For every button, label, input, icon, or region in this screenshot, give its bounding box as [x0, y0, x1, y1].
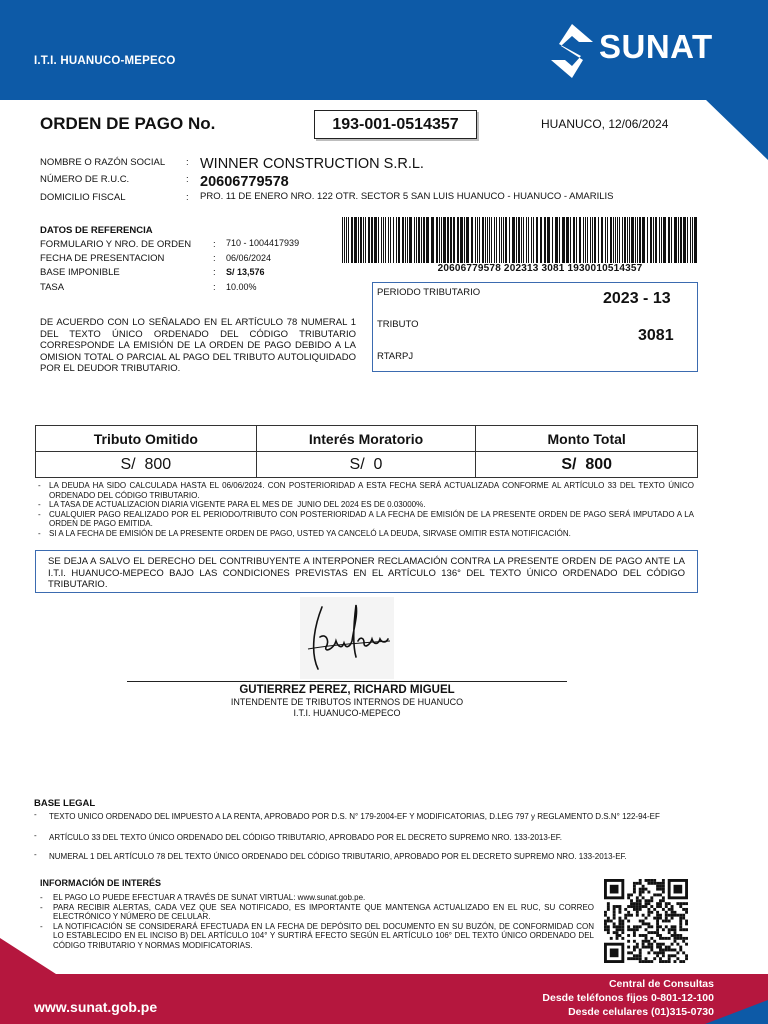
- list-item: - ARTÍCULO 33 DEL TEXTO ÚNICO ORDENADO DEL CÓDIGO TRIBUTARIO, APROBADO POR EL DECRETO SUPREMO NRO. 133-2013-EF.: [34, 833, 698, 845]
- notes-list: [38, 481, 694, 539]
- tax-period-box: [372, 282, 698, 372]
- amounts-table: [35, 425, 698, 478]
- logo-text: SUNAT: [599, 28, 713, 65]
- tribute-value: 3081: [638, 327, 674, 344]
- colon: :: [186, 192, 189, 203]
- list-item: - LA DEUDA HA SIDO CALCULADA HASTA EL 06/06/2024. CON POSTERIORIDAD A ESTA FECHA SERÁ ACTUALIZADA CONFORME AL ARTÍCULO 33 DEL TEXTO ÚNICO ORDENADO DEL CÓDIGO TRIBUTARIO.: [38, 481, 694, 500]
- reference-value: 710 - 1004417939: [226, 238, 300, 248]
- reference-value: 06/06/2024: [226, 253, 272, 263]
- colon: :: [213, 267, 216, 278]
- colon: :: [213, 253, 216, 264]
- base-legal-text: NUMERAL 1 DEL ARTÍCULO 78 DEL TEXTO ÚNICO ORDENADO DEL CÓDIGO TRIBUTARIO, APROBADO POR EL DECRETO SUPREMO NRO. 133-2013-EF.: [49, 852, 627, 861]
- note-text: CUALQUIER PAGO REALIZADO POR EL PERIODO/TRIBUTO CON POSTERIORIDAD A LA FECHA DE EMISIÓN DE LA PRESENTE ORDEN DE PAGO SERÁ IMPUTADO A LA ORDEN DE PAGO EMITIDA.: [49, 509, 694, 529]
- reference-label: FORMULARIO Y NRO. DE ORDEN: [40, 239, 192, 250]
- signatory-office: I.T.I. HUANUCO-MEPECO: [293, 708, 401, 718]
- reference-label: TASA: [40, 282, 65, 293]
- handwritten-signature: [300, 597, 394, 679]
- period-label: PERIODO TRIBUTARIO: [377, 287, 481, 298]
- list-item: - EL PAGO LO PUEDE EFECTUAR A TRAVÉS DE SUNAT VIRTUAL: www.sunat.gob.pe.: [40, 893, 366, 902]
- contact-landline: Desde teléfonos fijos 0-801-12-100: [542, 992, 714, 1004]
- header-interes-moratorio: Interés Moratorio: [256, 426, 476, 452]
- reference-label: BASE IMPONIBLE: [40, 267, 120, 278]
- city-date: HUANUCO, 12/06/2024: [541, 117, 669, 131]
- note-text: LA DEUDA HA SIDO CALCULADA HASTA EL 06/06/2024. CON POSTERIORIDAD A ESTA FECHA SERÁ ACTUALIZADA CONFORME AL ARTÍCULO 33 DEL TEXTO ÚNICO ORDENADO DEL CÓDIGO TRIBUTARIO.: [49, 481, 694, 500]
- rights-notice: SE DEJA A SALVO EL DERECHO DEL CONTRIBUYENTE A INTERPONER RECLAMACIÓN CONTRA LA PRESENTE ORDEN DE PAGO ANTE LA I.T.I. HUANUCO-MEPECO BAJO LAS CONDICIONES PREVISTAS EN EL ARTÍCULO 136° DEL TEXTO ÚNICO ORDENADO DEL CÓDIGO TRIBUTARIO.: [35, 550, 698, 593]
- reference-heading: DATOS DE REFERENCIA: [40, 225, 153, 236]
- contact-info: [542, 977, 714, 1019]
- list-item: - LA TASA DE ACTUALIZACION DIARIA VIGENTE PARA EL MES DE JUNIO DEL 2024 ES DE 0.03000%.: [38, 500, 426, 510]
- website-link[interactable]: www.sunat.gob.pe: [34, 999, 158, 1015]
- colon: :: [213, 239, 216, 250]
- value-tributo-omitido: S/ 800: [36, 452, 257, 478]
- base-legal-text: TEXTO UNICO ORDENADO DEL IMPUESTO A LA RENTA, APROBADO POR D.S. N° 179-2004-EF Y MODIFICATORIAS, D.LEG 797 y REGLAMENTO D.S.N° 122-94-EF: [49, 812, 660, 821]
- base-legal-heading: BASE LEGAL: [34, 798, 96, 809]
- taxpayer-address: PRO. 11 DE ENERO NRO. 122 OTR. SECTOR 5 SAN LUIS HUANUCO - HUANUCO - AMARILIS: [200, 191, 614, 202]
- ruc-label: NÚMERO DE R.U.C.: [40, 174, 130, 185]
- legal-paragraph: DE ACUERDO CON LO SEÑALADO EN EL ARTÍCULO 78 NUMERAL 1 DEL TEXTO ÚNICO ORDENADO DEL CÓDIGO TRIBUTARIO CORRESPONDE LA EMISIÓN DE LA ORDEN DE PAGO DEBIDO A LA OMISION TOTAL O PARCIAL AL PAGO DEL TRIBUTO AUTOLIQUIDADO POR EL DEUDOR TRIBUTARIO.: [40, 317, 356, 374]
- name-label: NOMBRE O RAZÓN SOCIAL: [40, 157, 166, 168]
- signatory-role: INTENDENTE DE TRIBUTOS INTERNOS DE HUANUCO: [230, 697, 464, 707]
- barcode: [342, 217, 698, 263]
- order-number: 193-001-0514357: [314, 110, 477, 139]
- list-item: - LA NOTIFICACIÓN SE CONSIDERARÁ EFECTUADA EN LA FECHA DE DEPÓSITO DEL DOCUMENTO EN SU BUZÓN, DE CONFORMIDAD CON LO ESTABLECIDO EN EL INCISO B) DEL ARTÍCULO 104° Y SURTIRÁ EFECTO SEGÚN EL ARTÍCULO 106° DEL TEXTO ÚNICO ORDENADO DEL CÓDIGO TRIBUTARIO Y NORMAS MODIFICATORIAS.: [40, 921, 594, 950]
- colon: :: [213, 282, 216, 293]
- value-interes-moratorio: S/ 0: [256, 452, 476, 478]
- barcode-number: 20606779578 202313 3081 1930010514357: [437, 263, 643, 274]
- info-heading: INFORMACIÓN DE INTERÉS: [40, 878, 162, 888]
- header-tributo-omitido: Tributo Omitido: [36, 426, 257, 452]
- info-text: PARA RECIBIR ALERTAS, CADA VEZ QUE SEA NOTIFICADO, ES IMPORTANTE QUE MANTENGA ACTUALIZADO EN EL RUC, SU CORREO ELECTRÓNICO Y NÚMERO DE CELULAR.: [53, 902, 594, 922]
- taxpayer-name: WINNER CONSTRUCTION S.R.L.: [200, 156, 424, 172]
- list-item: - TEXTO UNICO ORDENADO DEL IMPUESTO A LA RENTA, APROBADO POR D.S. N° 179-2004-EF Y MODIFICATORIAS, D.LEG 797 y REGLAMENTO D.S.N° 122-94-EF: [34, 812, 698, 832]
- tribute-label: TRIBUTO: [377, 319, 419, 330]
- header-office: I.T.I. HUANUCO-MEPECO: [34, 55, 176, 67]
- list-item: - CUALQUIER PAGO REALIZADO POR EL PERIODO/TRIBUTO CON POSTERIORIDAD A LA FECHA DE EMISIÓN DE LA PRESENTE ORDEN DE PAGO SERÁ IMPUTADO A LA ORDEN DE PAGO EMITIDA.: [38, 509, 694, 529]
- info-text: LA NOTIFICACIÓN SE CONSIDERARÁ EFECTUADA EN LA FECHA DE DEPÓSITO DEL DOCUMENTO EN SU BUZÓN, DE CONFORMIDAD CON LO ESTABLECIDO EN EL INCISO B) DEL ARTÍCULO 104° Y SURTIRÁ EFECTO SEGÚN EL ARTÍCULO 106° DEL TEXTO ÚNICO ORDENADO DEL CÓDIGO TRIBUTARIO Y NORMAS MODIFICATORIAS.: [53, 921, 594, 950]
- reference-label: FECHA DE PRESENTACION: [40, 253, 165, 264]
- contact-title: Central de Consultas: [608, 978, 714, 990]
- rtarpj-label: RTARPJ: [377, 351, 414, 362]
- note-text: LA TASA DE ACTUALIZACION DIARIA VIGENTE PARA EL MES DE JUNIO DEL 2024 ES DE 0.03000%.: [49, 500, 426, 510]
- sunat-s-logo-icon: [549, 22, 595, 80]
- page-title: ORDEN DE PAGO No.: [40, 114, 216, 133]
- address-label: DOMICILIO FISCAL: [40, 192, 126, 203]
- list-item: - NUMERAL 1 DEL ARTÍCULO 78 DEL TEXTO ÚNICO ORDENADO DEL CÓDIGO TRIBUTARIO, APROBADO POR EL DECRETO SUPREMO NRO. 133-2013-EF.: [34, 852, 698, 864]
- reference-value: 10.00%: [226, 282, 257, 292]
- reference-value: S/ 13,576: [226, 267, 265, 277]
- note-text: SI A LA FECHA DE EMISIÓN DE LA PRESENTE ORDEN DE PAGO, USTED YA CANCELÓ LA DEUDA, SIRVASE OMITIR ESTA NOTIFICACIÓN.: [49, 528, 571, 538]
- base-legal-text: ARTÍCULO 33 DEL TEXTO ÚNICO ORDENADO DEL CÓDIGO TRIBUTARIO, APROBADO POR EL DECRETO SUPREMO NRO. 133-2013-EF.: [49, 833, 563, 842]
- signatory-name: GUTIERREZ PEREZ, RICHARD MIGUEL: [239, 684, 455, 696]
- colon: :: [186, 174, 189, 185]
- list-item: - PARA RECIBIR ALERTAS, CADA VEZ QUE SEA NOTIFICADO, ES IMPORTANTE QUE MANTENGA ACTUALIZADO EN EL RUC, SU CORREO ELECTRÓNICO Y NÚMERO DE CELULAR.: [40, 902, 594, 922]
- sunat-logo[interactable]: [549, 22, 739, 80]
- contact-mobile: Desde celulares (01)315-0730: [568, 1006, 714, 1018]
- info-text: EL PAGO LO PUEDE EFECTUAR A TRAVÉS DE SUNAT VIRTUAL: www.sunat.gob.pe.: [53, 893, 366, 902]
- period-value: 2023 - 13: [603, 290, 671, 307]
- value-monto-total: S/ 800: [476, 452, 698, 478]
- signature-line: [127, 681, 567, 682]
- header-monto-total: Monto Total: [476, 426, 698, 452]
- taxpayer-ruc: 20606779578: [200, 174, 289, 190]
- table-header-row: [36, 426, 698, 452]
- list-item: - SI A LA FECHA DE EMISIÓN DE LA PRESENTE ORDEN DE PAGO, USTED YA CANCELÓ LA DEUDA, SIRVASE OMITIR ESTA NOTIFICACIÓN.: [38, 528, 571, 538]
- table-row: [36, 452, 698, 478]
- colon: :: [186, 157, 189, 168]
